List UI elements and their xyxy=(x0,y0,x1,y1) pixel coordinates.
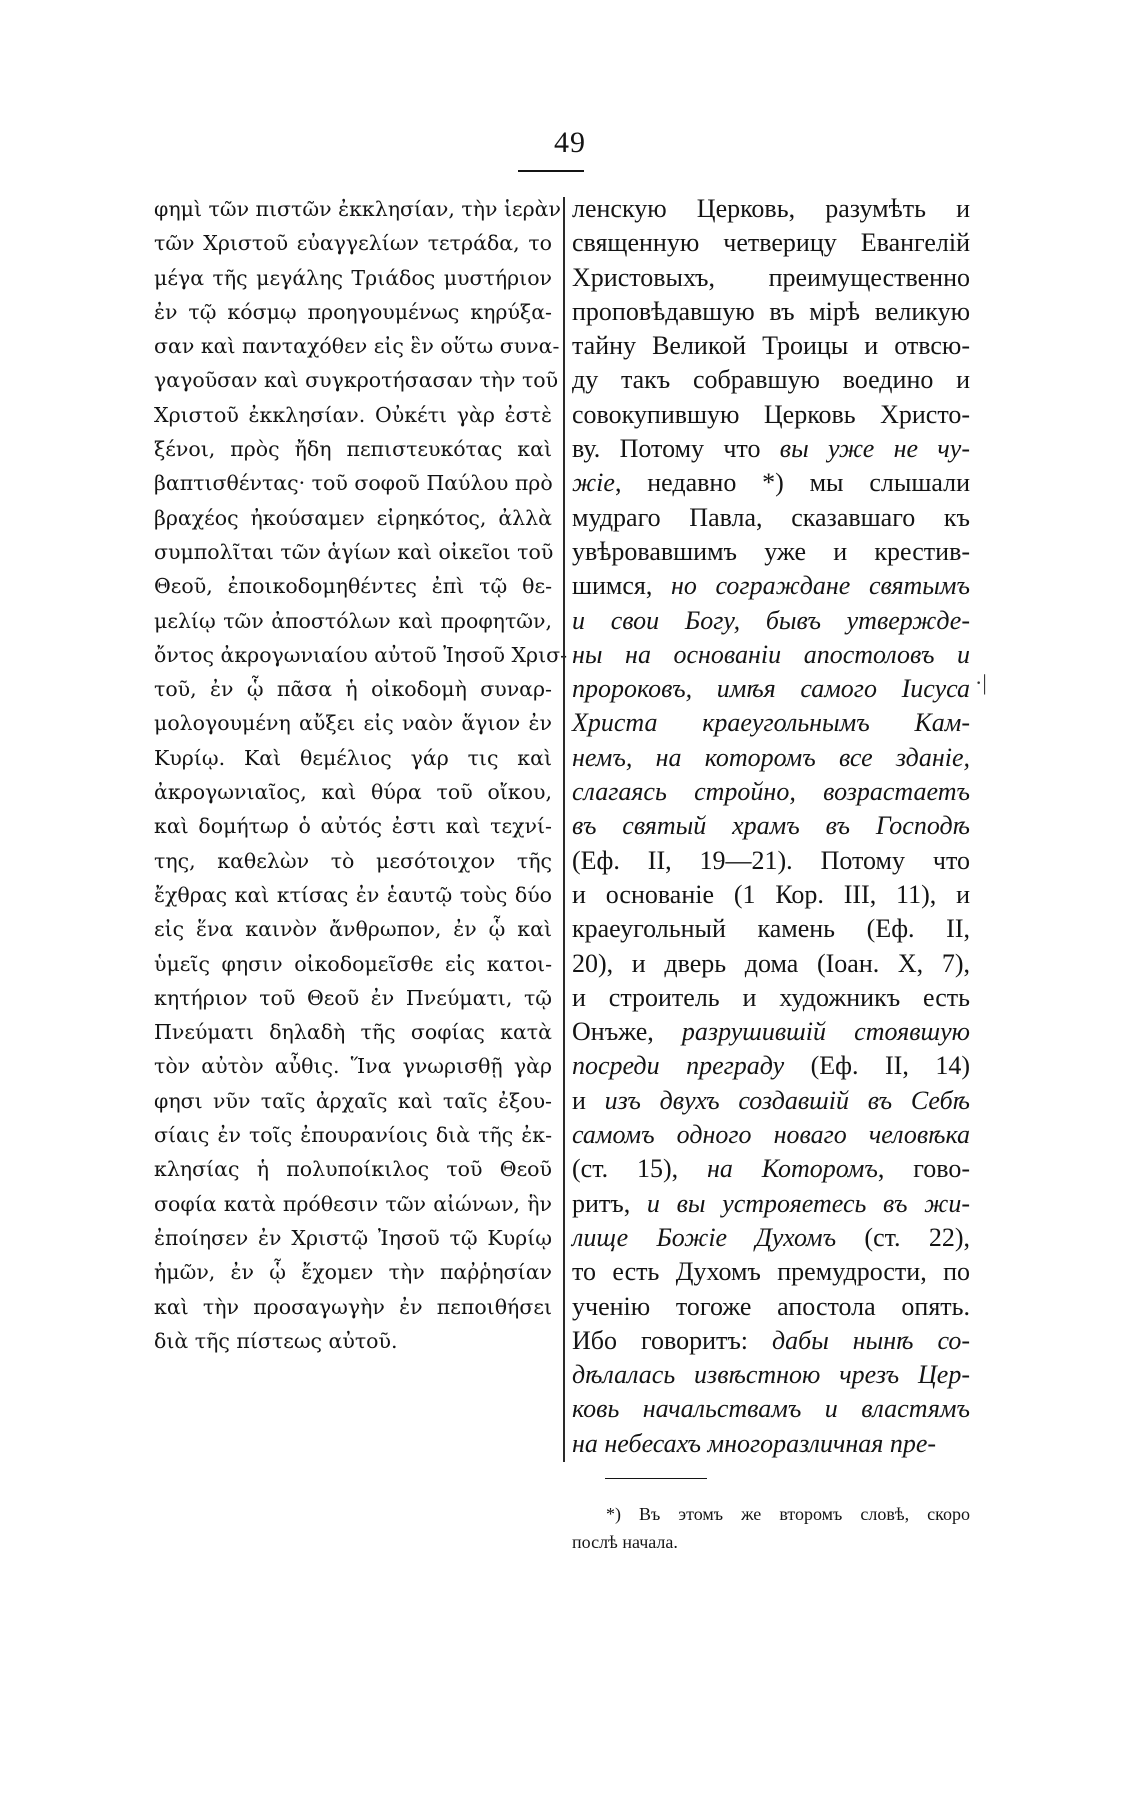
russian-text-line xyxy=(572,981,970,1015)
greek-text-line: βαπτισθέντας· τοῦ σοφοῦ Παύλου πρὸ xyxy=(154,471,553,496)
greek-text-line: εἰς ἕνα καινὸν ἄνθρωπον, ἐν ᾧ καὶ xyxy=(154,917,552,942)
russian-text-line xyxy=(572,1084,970,1118)
text-segment: и основаніе (1 Кор. III, 11), и xyxy=(572,879,970,909)
greek-text-line: ἐν τῷ κόσμῳ προηγουμένως κηρύξα- xyxy=(154,299,552,324)
text-segment: (ст. 22), xyxy=(836,1222,970,1252)
russian-text-line xyxy=(572,226,970,260)
greek-text-line: καὶ δομήτωρ ὁ αὐτός ἐστι καὶ τεχνί- xyxy=(154,814,552,839)
greek-text-line: μολογουμένη αὔξει εἰς ναὸν ἅγιον ἐν xyxy=(154,711,552,736)
column-divider xyxy=(563,197,565,1462)
russian-text-line xyxy=(572,604,970,638)
greek-text-column xyxy=(154,192,568,1358)
greek-text-line: γαγοῦσαν καὶ συγκροτήσασαν τὴν τοῦ xyxy=(154,368,559,393)
italic-quote-segment: на Которомъ xyxy=(706,1154,878,1184)
greek-text-line: μελίῳ τῶν ἀποστόλων καὶ προφητῶν, xyxy=(154,608,552,633)
russian-text-line xyxy=(572,466,970,500)
italic-quote-segment: вы уже не чу- xyxy=(779,434,970,464)
greek-text-line: ἀκρογωνιαῖος, καὶ θύρα τοῦ οἴκου, xyxy=(154,780,552,805)
footnote-line: *) Въ этомъ же второмъ словѣ, скоро xyxy=(606,1504,970,1524)
russian-text-line xyxy=(572,569,970,603)
greek-text-line: Θεοῦ, ἐποικοδομηθέντες ἐπὶ τῷ θε- xyxy=(154,574,552,599)
russian-text-line xyxy=(572,363,970,397)
italic-quote-segment: дабы нынѣ со- xyxy=(771,1325,970,1355)
greek-text-line: Κυρίῳ. Καὶ θεμέλιος γάρ τις καὶ xyxy=(154,745,552,770)
greek-text-line: της, καθελὼν τὸ μεσότοιχον τῆς xyxy=(154,848,552,873)
russian-text-line xyxy=(572,638,970,672)
page-number-underline xyxy=(518,170,584,172)
russian-text-line xyxy=(572,192,970,226)
italic-quote-segment: на небесахъ многоразличная пре- xyxy=(572,1428,937,1458)
text-segment: ленскую Церковь, разумѣть и xyxy=(572,194,970,223)
greek-text-line: φημὶ τῶν πιστῶν ἐκκλησίαν, τὴν ἱερὰν xyxy=(154,197,561,221)
greek-text-line: μέγα τῆς μεγάλης Τριάδος μυστήριον xyxy=(154,265,552,290)
russian-text-column xyxy=(572,192,970,1461)
greek-text-line: καὶ τὴν προσαγωγὴν ἐν πεποιθήσει xyxy=(154,1294,552,1319)
russian-text-line xyxy=(572,741,970,775)
italic-quote-segment: жіе xyxy=(572,468,615,498)
italic-quote-segment: ковь начальствамъ и властямъ xyxy=(572,1394,970,1424)
text-segment: ду такъ собравшую воедино и xyxy=(572,365,970,395)
italic-quote-segment: но сограждане святымъ xyxy=(671,571,970,601)
russian-text-line xyxy=(572,1427,970,1461)
greek-text-line: Πνεύματι δηλαδὴ τῆς σοφίας κατὰ xyxy=(154,1020,552,1045)
russian-text-line xyxy=(572,844,970,878)
footnote xyxy=(572,1500,970,1556)
russian-text-line xyxy=(572,706,970,740)
greek-text-line: ὄντος ἀκρογωνιαίου αὐτοῦ Ἰησοῦ Χρισ- xyxy=(154,642,568,667)
page-number: 49 xyxy=(554,126,586,159)
text-segment: увѣровавшимъ уже и крестив- xyxy=(572,536,970,566)
text-segment: (Еф. II, 19—21). Потому что xyxy=(572,845,970,875)
text-segment: , недавно *) мы слышали xyxy=(614,468,970,498)
russian-text-line xyxy=(572,775,970,809)
greek-text-line: Χριστοῦ ἐκκλησίαν. Οὐκέτι γὰρ ἐστὲ xyxy=(154,402,552,427)
greek-text-line: σίαις ἐν τοῖς ἐπουρανίοις διὰ τῆς ἐκ- xyxy=(154,1123,552,1148)
italic-quote-segment: въ святый храмъ въ Господѣ xyxy=(572,811,970,841)
italic-quote-segment: слагаясь стройно, возрастаетъ xyxy=(572,777,970,807)
russian-text-line xyxy=(572,501,970,535)
greek-text-line: κλησίας ἡ πολυποίκιλος τοῦ Θεοῦ xyxy=(154,1157,552,1182)
russian-text-line xyxy=(572,1187,970,1221)
text-segment: Христовыхъ, преимущественно xyxy=(572,262,970,292)
greek-text-line: κητήριον τοῦ Θεοῦ ἐν Πνεύματι, τῷ xyxy=(154,985,552,1010)
footnote-line: послѣ начала. xyxy=(572,1532,678,1552)
text-segment: (ст. 15), xyxy=(572,1154,707,1184)
russian-text-line xyxy=(572,912,970,946)
russian-text-line xyxy=(572,295,970,329)
greek-text-line: σαν καὶ πανταχόθεν εἰς ἓν οὕτω συνα- xyxy=(154,334,560,359)
russian-text-line xyxy=(572,1358,970,1392)
text-segment: проповѣдавшую въ мірѣ великую xyxy=(572,296,970,326)
text-segment: краеугольный камень (Еф. II, xyxy=(572,914,970,944)
greek-text-line: τῶν Χριστοῦ εὐαγγελίων τετράδα, το xyxy=(154,231,552,256)
russian-text-line xyxy=(572,398,970,432)
italic-quote-segment: и свои Богу, бывъ утвержде- xyxy=(572,605,970,635)
italic-quote-segment: лище Божіе Духомъ xyxy=(572,1222,837,1252)
margin-mark: ·| xyxy=(975,670,987,695)
greek-text-line: ἐποίησεν ἐν Χριστῷ Ἰησοῦ τῷ Κυρίῳ xyxy=(154,1225,552,1250)
text-segment: мудраго Павла, сказавшаго къ xyxy=(572,502,970,532)
text-segment: и строитель и художникъ есть xyxy=(572,982,970,1012)
text-segment: тайну Великой Троицы и отвсю- xyxy=(572,331,970,361)
russian-text-line xyxy=(572,329,970,363)
russian-text-line xyxy=(572,1392,970,1426)
russian-text-line xyxy=(572,1118,970,1152)
russian-text-line xyxy=(572,672,970,706)
text-segment: , гово- xyxy=(877,1154,970,1184)
greek-text-line: συμπολῖται τῶν ἁγίων καὶ οἰκεῖοι τοῦ xyxy=(154,539,554,564)
footnote-rule xyxy=(605,1478,707,1479)
italic-quote-segment: посреди преграду xyxy=(572,1051,785,1081)
russian-text-line xyxy=(572,947,970,981)
greek-text-line: σοφία κατὰ πρόθεσιν τῶν αἰώνων, ἣν xyxy=(154,1191,552,1216)
text-segment: шимся, xyxy=(572,571,672,601)
text-segment: 20), и дверь дома (Іоан. X, 7), xyxy=(572,948,970,978)
italic-quote-segment: самомъ одного новаго человѣка xyxy=(572,1120,970,1150)
greek-text-line: ὑμεῖς φησιν οἰκοδομεῖσθε εἰς κατοι- xyxy=(154,951,552,976)
italic-quote-segment: немъ, на которомъ все зданіе, xyxy=(572,742,970,772)
russian-text-line xyxy=(572,432,970,466)
italic-quote-segment: пророковъ, имѣя самого Іисуса xyxy=(572,674,970,704)
italic-quote-segment: Христа краеугольнымъ Кам- xyxy=(572,708,970,738)
greek-text-line: φησι νῦν ταῖς ἀρχαῖς καὶ ταῖς ἐξου- xyxy=(154,1088,552,1113)
greek-text-line: διὰ τῆς πίστεως αὐτοῦ. xyxy=(154,1328,398,1353)
greek-text-line: τοῦ, ἐν ᾧ πᾶσα ἡ οἰκοδομὴ συναρ- xyxy=(154,677,552,702)
greek-text-line: ἔχθρας καὶ κτίσας ἐν ἑαυτῷ τοὺς δύο xyxy=(154,882,552,907)
greek-text-line: ἡμῶν, ἐν ᾧ ἔχομεν τὴν παῤῥησίαν xyxy=(154,1260,552,1285)
greek-text-line: βραχέος ἠκούσαμεν εἰρηκότος, ἀλλὰ xyxy=(154,505,552,530)
russian-text-line xyxy=(572,1221,970,1255)
greek-text-line: ξένοι, πρὸς ἤδη πεπιστευκότας καὶ xyxy=(154,437,552,462)
greek-text-line: τὸν αὐτὸν αὖθις. Ἵνα γνωρισθῇ γὰρ xyxy=(154,1054,552,1079)
text-segment: Онъже, xyxy=(572,1017,682,1047)
text-segment: то есть Духомъ премудрости, по xyxy=(572,1257,970,1287)
italic-quote-segment: разрушившій стоявшую xyxy=(681,1017,970,1047)
italic-quote-segment: дѣлалась извѣстною чрезъ Цер- xyxy=(572,1360,970,1390)
russian-text-line xyxy=(572,261,970,295)
text-segment: Ибо говоритъ: xyxy=(572,1325,772,1355)
italic-quote-segment: ны на основаніи апостоловъ и xyxy=(572,639,970,669)
text-segment: (Еф. II, 14) xyxy=(784,1051,970,1081)
text-segment: и xyxy=(572,1085,605,1115)
italic-quote-segment: изъ двухъ создавшій въ Себѣ xyxy=(604,1085,970,1115)
russian-text-line xyxy=(572,1015,970,1049)
text-segment: совокупившую Церковь Христо- xyxy=(572,399,970,429)
russian-text-line xyxy=(572,809,970,843)
russian-text-line xyxy=(572,535,970,569)
text-segment: ученію тогоже апостола опять. xyxy=(572,1291,970,1321)
russian-text-line xyxy=(572,1290,970,1324)
text-segment: священную четверицу Евангелій xyxy=(572,228,970,258)
russian-text-line xyxy=(572,1152,970,1186)
text-segment: ритъ, xyxy=(572,1188,647,1218)
russian-text-line xyxy=(572,1324,970,1358)
russian-text-line xyxy=(572,1049,970,1083)
italic-quote-segment: и вы устрояетесь въ жи- xyxy=(646,1188,970,1218)
russian-text-line xyxy=(572,878,970,912)
text-segment: ву. Потому что xyxy=(572,434,780,464)
russian-text-line xyxy=(572,1255,970,1289)
